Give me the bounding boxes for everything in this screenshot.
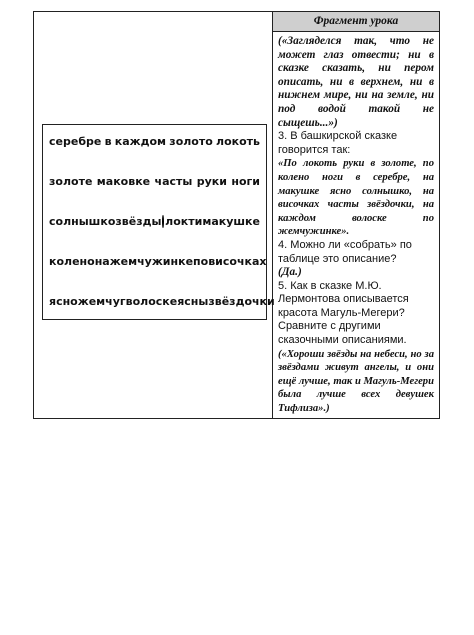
grid-word: руки [196, 175, 227, 188]
grid-word: жемчужинке [109, 255, 194, 268]
column-header: Фрагмент урока [273, 12, 439, 32]
grid-word: солнышко [49, 215, 116, 228]
question-paragraph: 3. В башкирской сказке говорится так: [278, 130, 398, 156]
grid-row [49, 255, 267, 268]
grid-word: маковке [96, 175, 151, 188]
grid-word: колено [49, 255, 95, 268]
question-paragraph: 4. Можно ли «собрать» по таблице это описание? [278, 238, 412, 265]
grid-word: ясно [49, 295, 78, 308]
lesson-text [273, 32, 439, 416]
lesson-table [33, 11, 440, 419]
question-paragraph: 5. Как в сказке М.Ю. Лермонтова описывается красота Магуль-Мегери? [278, 279, 409, 319]
grid-word: ясны [177, 295, 209, 308]
grid-word: локти [165, 215, 203, 228]
grid-row [49, 175, 260, 188]
quote-paragraph: («Хороши звёзды на небеси, но за звёздами живут ангелы, и они ещё лучше, так и Магуль-Мегери была лучше всех девушек Тифлиза».) [278, 348, 434, 415]
grid-row [49, 135, 260, 148]
grid-word: жемчуг [77, 295, 126, 308]
answer-paragraph: (Да.) [278, 266, 302, 279]
grid-word: звёздочки [208, 295, 275, 308]
quote-paragraph: («Загляделся так, что не может глаз отвести; ни в сказке сказать, ни пером описать, ни в верхнем, ни в нижнем мире, ни на земле, ни под водой такой не сыщешь...») [278, 35, 434, 129]
grid-word: волоске [125, 295, 178, 308]
grid-word: звёзды [115, 215, 162, 228]
grid-row [49, 215, 260, 228]
grid-word: золоте [49, 175, 93, 188]
black-dot-icon [162, 215, 164, 228]
grid-word: серебре [49, 135, 102, 148]
grid-word: макушке [202, 215, 260, 228]
word-grid [42, 124, 275, 320]
grid-word: ноги [231, 175, 260, 188]
grid-word: золото [169, 135, 213, 148]
grid-word: височках [208, 255, 267, 268]
grid-word: часты [154, 175, 193, 188]
grid-word: каждом [114, 135, 167, 148]
grid-word: в [104, 135, 112, 148]
word-grid-column [34, 12, 273, 418]
question-paragraph: Сравните с другими сказочными описаниями. [278, 320, 407, 347]
grid-word: локоть [216, 135, 260, 148]
lesson-fragment-column [273, 12, 439, 418]
grid-word: по [193, 255, 209, 268]
quote-paragraph: «По локоть руки в золоте, по колено ноги в серебре, на макушке ясно солнышко, на височках часты звёздочки, на каждом волоске по жемчужинке». [278, 158, 434, 238]
grid-word: на [94, 255, 110, 268]
grid-row [49, 295, 275, 308]
